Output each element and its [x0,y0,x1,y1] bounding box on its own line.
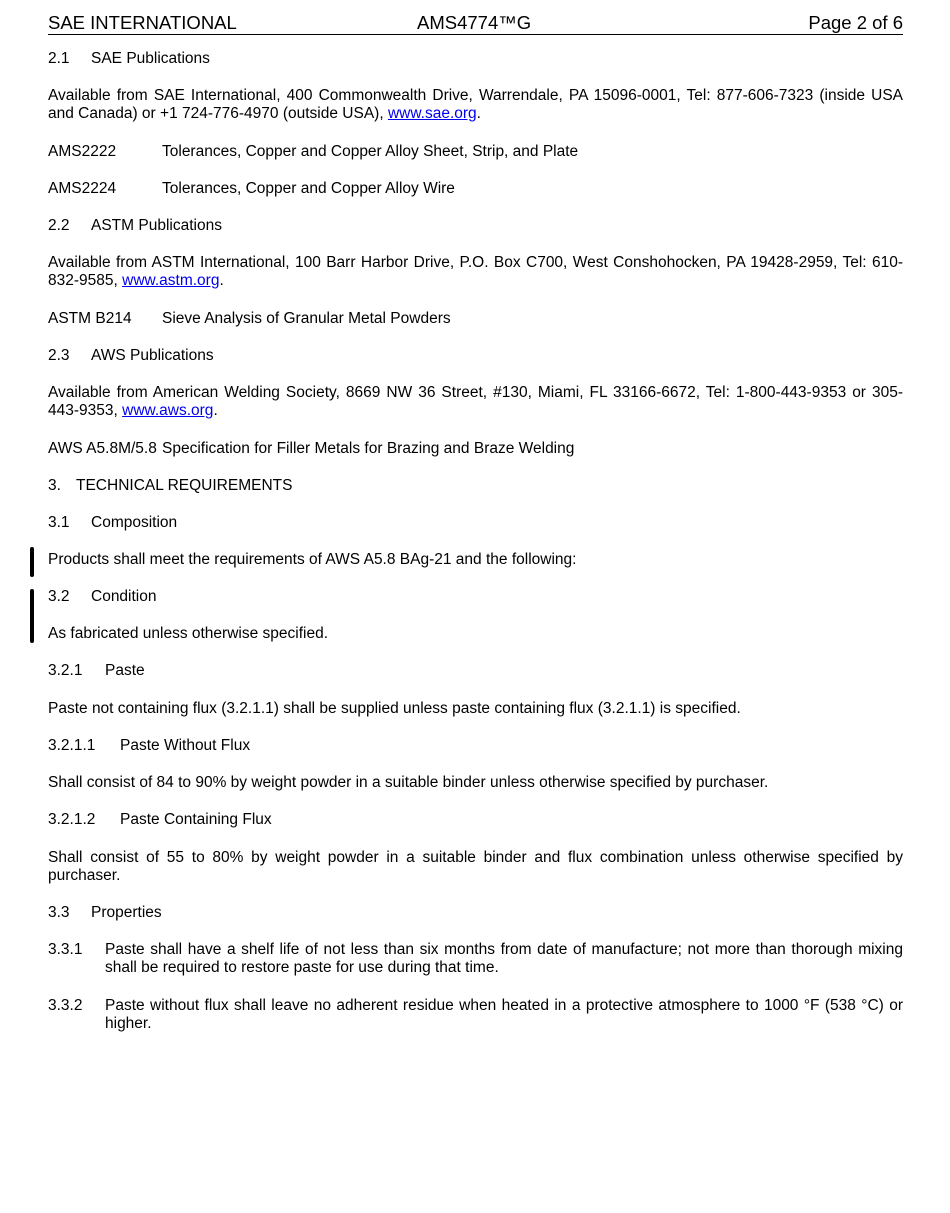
sae-link[interactable]: www.sae.org [387,105,477,122]
section-3-2-body: As fabricated unless otherwise specified. [48,625,329,642]
header-doc-id: AMS4774™G [417,12,532,33]
reference-ams2222: AMS2222 Tolerances, Copper and Copper Alloy Sheet, Strip, and Plate [48,143,579,160]
astm-link[interactable]: www.astm.org [122,272,220,289]
section-3-3-2: 3.3.2 Paste without flux shall leave no adherent residue when heated in a protective atmosphere to 1000 °F (538 °C) or higher. [48,997,903,1032]
section-2-1-heading: 2.1 SAE Publications [48,50,210,67]
reference-aws-a5-8: AWS A5.8M/5.8 Specification for Filler Metals for Brazing and Braze Welding [48,440,575,457]
reference-astm-b214: ASTM B214 Sieve Analysis of Granular Metal Powders [48,310,451,327]
section-3-3-heading: 3.3 Properties [48,904,162,921]
aws-link[interactable]: www.aws.org [122,402,214,419]
reference-ams2224: AMS2224 Tolerances, Copper and Copper Alloy Wire [48,180,455,197]
section-3-2-1-2-body: Shall consist of 55 to 80% by weight powder in a suitable binder and flux combination unless otherwise specified by purchaser. [48,849,903,884]
section-2-1-availability: Available from SAE International, 400 Commonwealth Drive, Warrendale, PA 15096-0001, Tel: 877-606-7323 (inside USA and Canada) or +1 724-776-4970 (outside USA), www.sae.org. [48,87,903,122]
section-2-2-heading: 2.2 ASTM Publications [48,217,222,234]
change-bar [30,589,34,643]
section-3-heading: 3. TECHNICAL REQUIREMENTS [48,477,293,494]
header-org: SAE INTERNATIONAL [48,12,237,33]
page-header [48,12,903,35]
section-3-2-1-1-body: Shall consist of 84 to 90% by weight powder in a suitable binder unless otherwise specified by purchaser. [48,774,769,791]
section-2-3-availability: Available from American Welding Society, 8669 NW 36 Street, #130, Miami, FL 33166-6672, Tel: 1-800-443-9353 or 305-443-9353, www.aws.org. [48,384,903,419]
section-3-2-1-heading: 3.2.1 Paste [48,662,145,679]
section-2-3-heading: 2.3 AWS Publications [48,347,214,364]
section-3-2-heading: 3.2 Condition [48,588,157,605]
section-3-1-heading: 3.1 Composition [48,514,178,531]
section-3-1-body: Products shall meet the requirements of AWS A5.8 BAg-21 and the following: [48,551,577,568]
section-3-3-1: 3.3.1 Paste shall have a shelf life of not less than six months from date of manufacture; not more than thorough mixing shall be required to restore paste for use during that time. [48,941,903,976]
section-3-2-1-body: Paste not containing flux (3.2.1.1) shall be supplied unless paste containing flux (3.2.1.1) is specified. [48,700,741,717]
section-3-2-1-2-heading: 3.2.1.2 Paste Containing Flux [48,811,272,828]
section-2-2-availability: Available from ASTM International, 100 Barr Harbor Drive, P.O. Box C700, West Conshohocken, PA 19428-2959, Tel: 610-832-9585, www.astm.org. [48,254,903,289]
change-bar [30,547,34,577]
section-3-2-1-1-heading: 3.2.1.1 Paste Without Flux [48,737,251,754]
header-page-number: Page 2 of 6 [808,12,903,33]
